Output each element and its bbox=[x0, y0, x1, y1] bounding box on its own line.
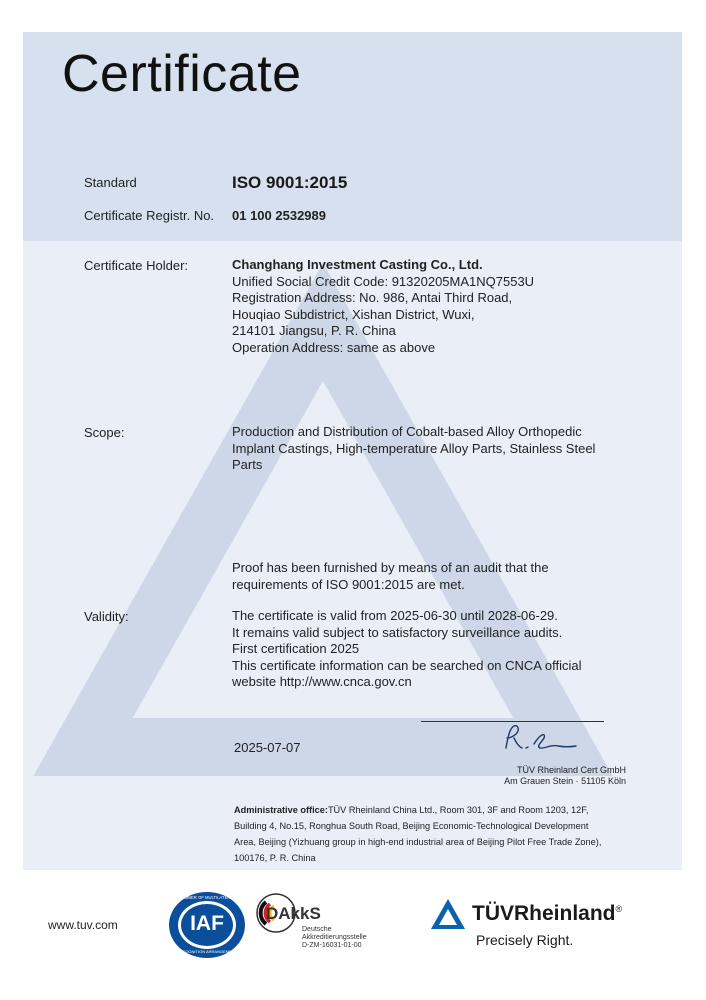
validity-label: Validity: bbox=[84, 609, 129, 624]
dakks-name: DAkkS bbox=[266, 904, 321, 923]
signature-line bbox=[421, 721, 604, 722]
website-link[interactable]: www.tuv.com bbox=[48, 918, 118, 932]
registered-mark: ® bbox=[615, 904, 623, 914]
validity-block bbox=[232, 608, 581, 691]
tuv-brand-text: TÜVRheinland bbox=[472, 902, 616, 925]
holder-block bbox=[232, 257, 534, 356]
dakks-line: Akkreditierungsstelle bbox=[302, 934, 367, 941]
admin-office-label: Administrative office: bbox=[234, 805, 328, 815]
issuer-address bbox=[460, 765, 626, 787]
proof-line: requirements of ISO 9001:2015 are met. bbox=[232, 576, 465, 592]
holder-operation-address: Operation Address: same as above bbox=[232, 339, 436, 355]
standard-value: ISO 9001:2015 bbox=[232, 173, 348, 192]
iaf-text: IAF bbox=[190, 912, 224, 935]
issuer-street: Am Grauen Stein · 51105 Köln bbox=[504, 776, 626, 786]
admin-office-line: Area, Beijing (Yizhuang group in high-end industrial area of Beijing Pilot Free Trade Zone), bbox=[234, 837, 602, 847]
dakks-line: Deutsche bbox=[302, 926, 332, 933]
tuv-triangle-icon bbox=[428, 896, 468, 932]
holder-name: Changhang Investment Casting Co., Ltd. bbox=[232, 257, 483, 272]
holder-address-line: 214101 Jiangsu, P. R. China bbox=[232, 323, 396, 338]
issuer-name: TÜV Rheinland Cert GmbH bbox=[516, 765, 626, 775]
holder-address-line: Houqiao Subdistrict, Xishan District, Wuxi, bbox=[232, 306, 475, 322]
proof-line: Proof has been furnished by means of an audit that the bbox=[232, 560, 549, 575]
scope-block bbox=[232, 424, 595, 474]
issue-date: 2025-07-07 bbox=[234, 740, 301, 755]
certificate-title: Certificate bbox=[62, 45, 302, 103]
signature bbox=[496, 722, 586, 758]
validity-line: The certificate is valid from 2025-06-30 until 2028-06-29. bbox=[232, 608, 558, 623]
iaf-logo bbox=[167, 890, 247, 960]
registration-number: 01 100 2532989 bbox=[232, 208, 326, 223]
tuv-rheinland-logo bbox=[428, 896, 658, 956]
holder-credit-code: Unified Social Credit Code: 91320205MA1NQ7553U bbox=[232, 273, 535, 289]
proof-block bbox=[232, 560, 549, 593]
validity-line: website http://www.cnca.gov.cn bbox=[232, 674, 412, 689]
scope-line: Production and Distribution of Cobalt-based Alloy Orthopedic bbox=[232, 424, 582, 439]
iaf-ring-bottom: RECOGNITION ARRANGEMENT bbox=[176, 949, 238, 954]
admin-office-block bbox=[234, 802, 601, 866]
standard-label: Standard bbox=[84, 175, 137, 190]
admin-office-line: 100176, P. R. China bbox=[234, 853, 316, 863]
scope-label: Scope: bbox=[84, 425, 125, 440]
tuv-slogan: Precisely Right. bbox=[476, 932, 574, 948]
validity-line: First certification 2025 bbox=[232, 641, 360, 656]
holder-label: Certificate Holder: bbox=[84, 258, 189, 273]
dakks-logo bbox=[254, 890, 384, 956]
holder-address-line: Registration Address: No. 986, Antai Third Road, bbox=[232, 290, 513, 305]
admin-office-line: Building 4, No.15, Ronghua South Road, Beijing Economic-Technological Development bbox=[234, 821, 589, 831]
validity-line: This certificate information can be searched on CNCA official bbox=[232, 657, 582, 673]
tuv-brand bbox=[472, 902, 622, 926]
scope-line: Implant Castings, High-temperature Alloy Parts, Stainless Steel bbox=[232, 440, 596, 456]
validity-line: It remains valid subject to satisfactory surveillance audits. bbox=[232, 624, 563, 640]
dakks-accreditation-number: D-ZM-16031-01-00 bbox=[302, 942, 362, 949]
iaf-ring-top: MEMBER OF MULTILATERAL bbox=[178, 895, 236, 900]
admin-office-line: TÜV Rheinland China Ltd., Room 301, 3F and Room 1203, 12F, bbox=[327, 805, 589, 815]
dakks-details bbox=[302, 926, 367, 950]
scope-line: Parts bbox=[232, 457, 263, 472]
registration-label: Certificate Registr. No. bbox=[84, 208, 215, 223]
